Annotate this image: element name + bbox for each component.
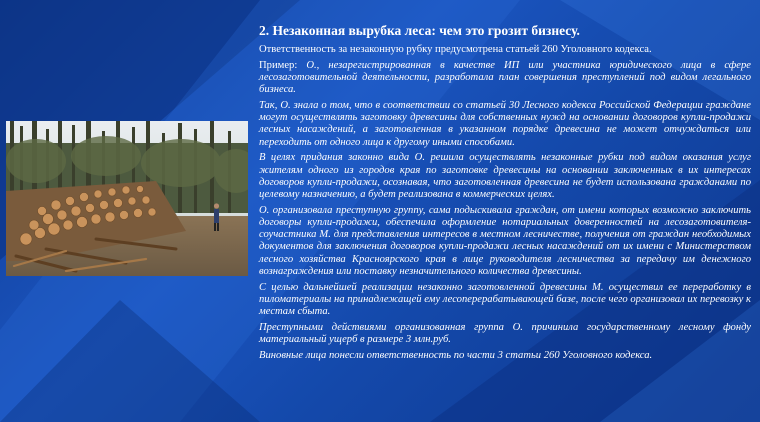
paragraph-liability: Виновные лица понесли ответственность по части 3 статьи 260 Уголовного кодекса. bbox=[259, 349, 653, 361]
paragraph-example bbox=[259, 60, 751, 97]
timber-logs-photo bbox=[6, 121, 248, 276]
example-text: О., незарегистрированная в качестве ИП или участника юридического лица в сфере лесозаготовительной деятельности, разработала план совершения преступлений под видом легального бизнеса. bbox=[259, 59, 751, 96]
paragraph-damage: Преступными действиями организованная группа О. причинила государственному лесному фонду материальный ущерб в размере 3 млн.руб. bbox=[259, 321, 751, 346]
slide-title: 2. Незаконная вырубка леса: чем это грозит бизнесу. bbox=[259, 23, 580, 38]
paragraph-responsibility: Ответственность за незаконную рубку предусмотрена статьей 260 Уголовного кодекса. bbox=[259, 44, 652, 55]
example-label: Пример: bbox=[259, 59, 307, 71]
slide-content bbox=[259, 44, 751, 366]
paragraph-forest-code: Так, О. знала о том, что в соответствии со статьей 30 Лесного кодекса Российской Федерации граждане могут осуществлять заготовку древесины для собственных нужд на основании договоров купли-продажи лесных насаждений, а заготовленная в указанном порядке древесина не может отчуждаться или переходить от одного лица к другому иными способами. bbox=[259, 100, 751, 148]
paragraph-group: О. организовала преступную группу, сама подыскивала граждан, от имени которых возможно заключить договоры купли-продажи, обеспечила оформление нотариальных доверенностей на лесозаготовителя-соучастника М. для представления интересов в местном лесничестве, получения от граждан необходимых документов для заключения договоров купли-продажи лесных насаждений от их имени с Министерством лесного хозяйства Красноярского края в лице руководителя лесничества за передачу им денежного вознаграждения или поставку незначительного количества древесины. bbox=[259, 204, 751, 277]
paragraph-scheme: В целях придания законно вида О. решила осуществлять незаконные рубки под видом оказания услуг жителям одного из городов края по заготовке древесины на основании заключенных в их интересах договоров купли-продажи, осознавая, что заготовленная древесина не будет использована гражданами по целевому назначению, а будет реализована в коммерческих целях. bbox=[259, 152, 751, 201]
paragraph-processing: С целью дальнейшей реализации незаконно заготовленной древесины М. осуществил ее переработку в пиломатериалы на принадлежащей ему лесоперерабатывающей базе, после чего организовал их перевозку к местам сбыта. bbox=[259, 281, 751, 318]
